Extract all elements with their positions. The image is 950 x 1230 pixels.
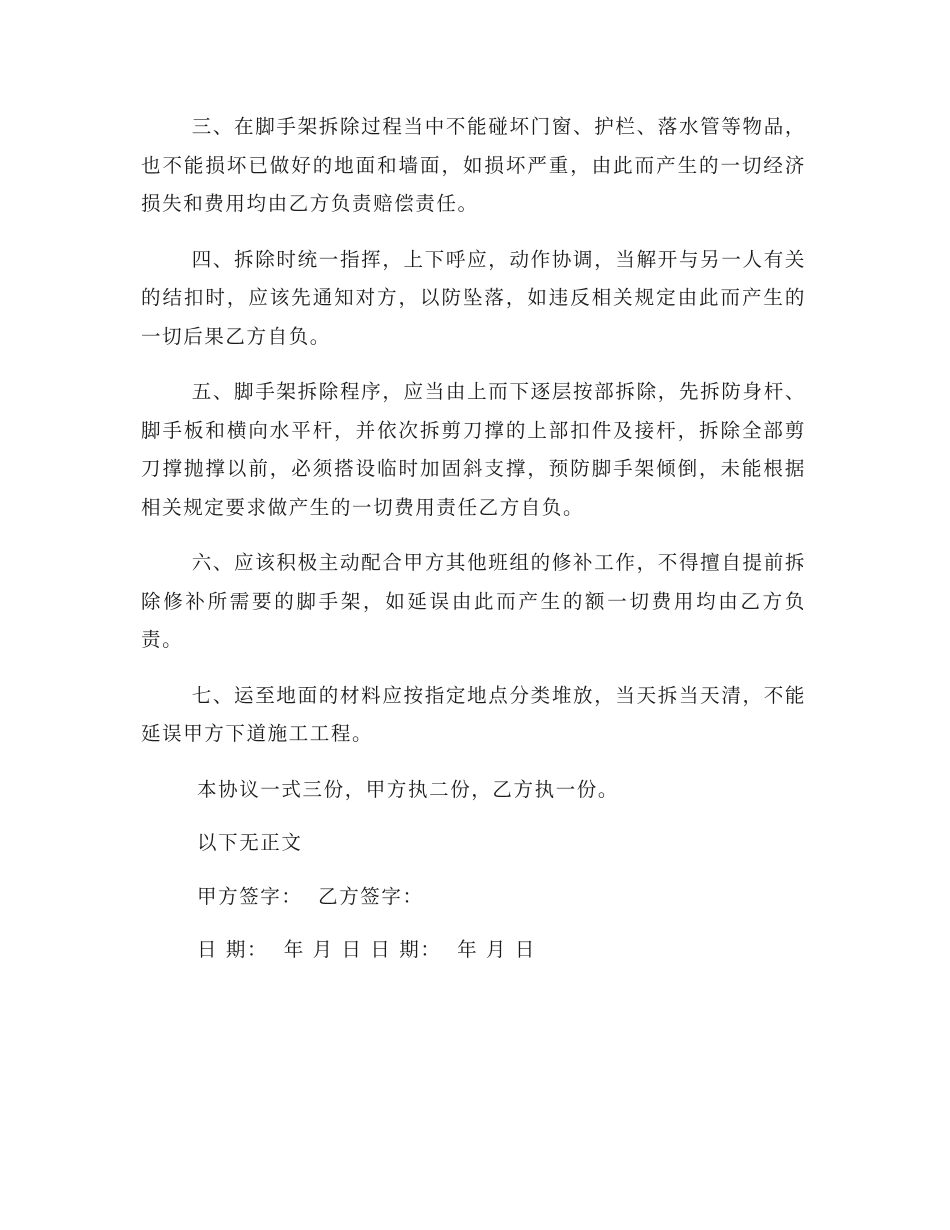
copies-note: 本协议一式三份，甲方执二份，乙方执一份。: [197, 777, 620, 801]
signature-line: 甲方签字： 乙方签字：: [197, 884, 424, 908]
clause-four: 四、拆除时统一指挥，上下呼应，动作协调，当解开与另一人有关的结扣时，应该先通知对方，以防坠落，如违反相关规定由此而产生的一切后果乙方自负。: [141, 247, 806, 348]
clause-three: 三、在脚手架拆除过程当中不能碰坏门窗、护栏、落水管等物品，也不能损坏已做好的地面和墙面，如损坏严重，由此而产生的一切经济损失和费用均由乙方负责赔偿责任。: [141, 115, 806, 215]
document-body: [141, 108, 806, 985]
clause-five: 五、脚手架拆除程序，应当由上而下逐层按部拆除，先拆防身杆、脚手板和横向水平杆，并依次拆剪刀撑的上部扣件及接杆，拆除全部剪刀撑抛撑以前，必须搭设临时加固斜支撑，预防脚手架倾倒，未能根据相关规定要求做产生的一切费用责任乙方自负。: [141, 380, 806, 519]
clause-six: 六、应该积极主动配合甲方其他班组的修补工作，不得擅自提前拆除修补所需要的脚手架，如延误由此而产生的额一切费用均由乙方负责。: [141, 551, 806, 651]
date-line: 日 期： 年 月 日 日 期： 年 月 日: [197, 938, 536, 961]
end-note: 以下无正文: [197, 831, 303, 854]
clause-seven: 七、运至地面的材料应按指定地点分类堆放，当天拆当天清，不能延误甲方下道施工工程。: [141, 683, 806, 745]
